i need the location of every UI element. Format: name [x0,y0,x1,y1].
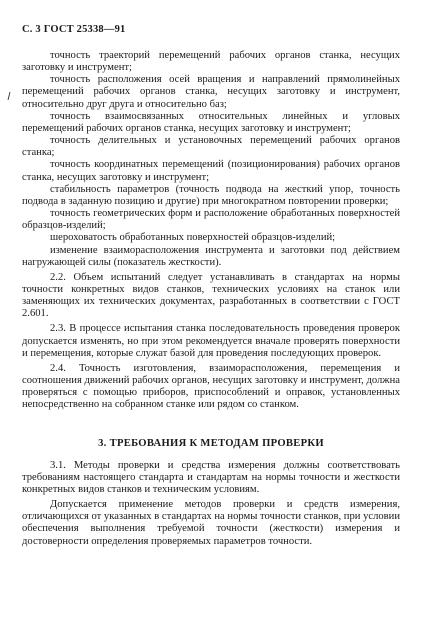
margin-mark [6,91,12,101]
section-3-title: 3. ТРЕБОВАНИЯ К МЕТОДАМ ПРОВЕРКИ [98,437,324,449]
list-item: точность взаимосвязанных относительных линейных и угловых перемещений рабочих органов станка, несущих заготовку и инструмент; [22,110,400,134]
paragraph-2-2: 2.2. Объем испытаний следует устанавливать в стандартах на нормы точности конкретных видов станков, технических условиях на станок или заменяющих их технических документах, разработанных в соответствии с ГОСТ 2.601. [22,271,400,320]
list-item: шероховатость обработанных поверхностей образцов-изделий; [50,232,336,244]
paragraph-3-1: 3.1. Методы проверки и средства измерения должны соответствовать требованиям настоящего стандарта и стандартам на нормы точности и жесткости конкретных видов станков и техническим условиям. [22,459,400,495]
list-item: точность делительных и установочных перемещений рабочих органов станка; [22,135,400,159]
paragraph-2-3: 2.3. В процессе испытания станка последовательность проведения проверок допускается изменять, но при этом рекомендуется вначале проверять поверхности и перемещения, которые служат базой для проведения последующих проверок. [22,323,400,359]
list-item: точность расположения осей вращения и направлений прямолинейных перемещений рабочих органов станка, несущих заготовку и инструмент, относительно друг друга и относительно баз; [22,74,400,110]
list-item: стабильность параметров (точность подвода на жесткий упор, точность подвода в заданную позицию и другие) при многократном повторении проверки; [22,183,400,207]
list-item: точность траекторий перемещений рабочих органов станка, несущих заготовку и инструмент; [22,50,400,74]
list-item: точность координатных перемещений (позиционирования) рабочих органов станка, несущих заготовку и инструмент; [22,159,400,183]
list-item: точность геометрических форм и расположение обработанных поверхностей образцов-изделий; [22,208,400,232]
document-body [22,50,400,548]
list-item: изменение взаиморасположения инструмента и заготовки под действием нагружающей силы (показатель жесткости). [22,244,400,268]
paragraph-3-1-note: Допускается применение методов проверки и средств измерения, отличающихся от указанных в стандартах на нормы точности станков, при условии обеспечения выполнения требуемой точности (жесткости) измерения и достоверности определения проверяемых параметров точности. [22,499,400,547]
page-header: С. 3 ГОСТ 25338—91 [22,24,126,35]
paragraph-2-4: 2.4. Точность изготовления, взаиморасположения, перемещения и соотношения движений рабочих органов, несущих заготовку и инструмент, должна проверяться с помощью приборов, приспособлений и оправок, установленных непосредственно на собранном станке или рядом со станком. [22,362,400,411]
